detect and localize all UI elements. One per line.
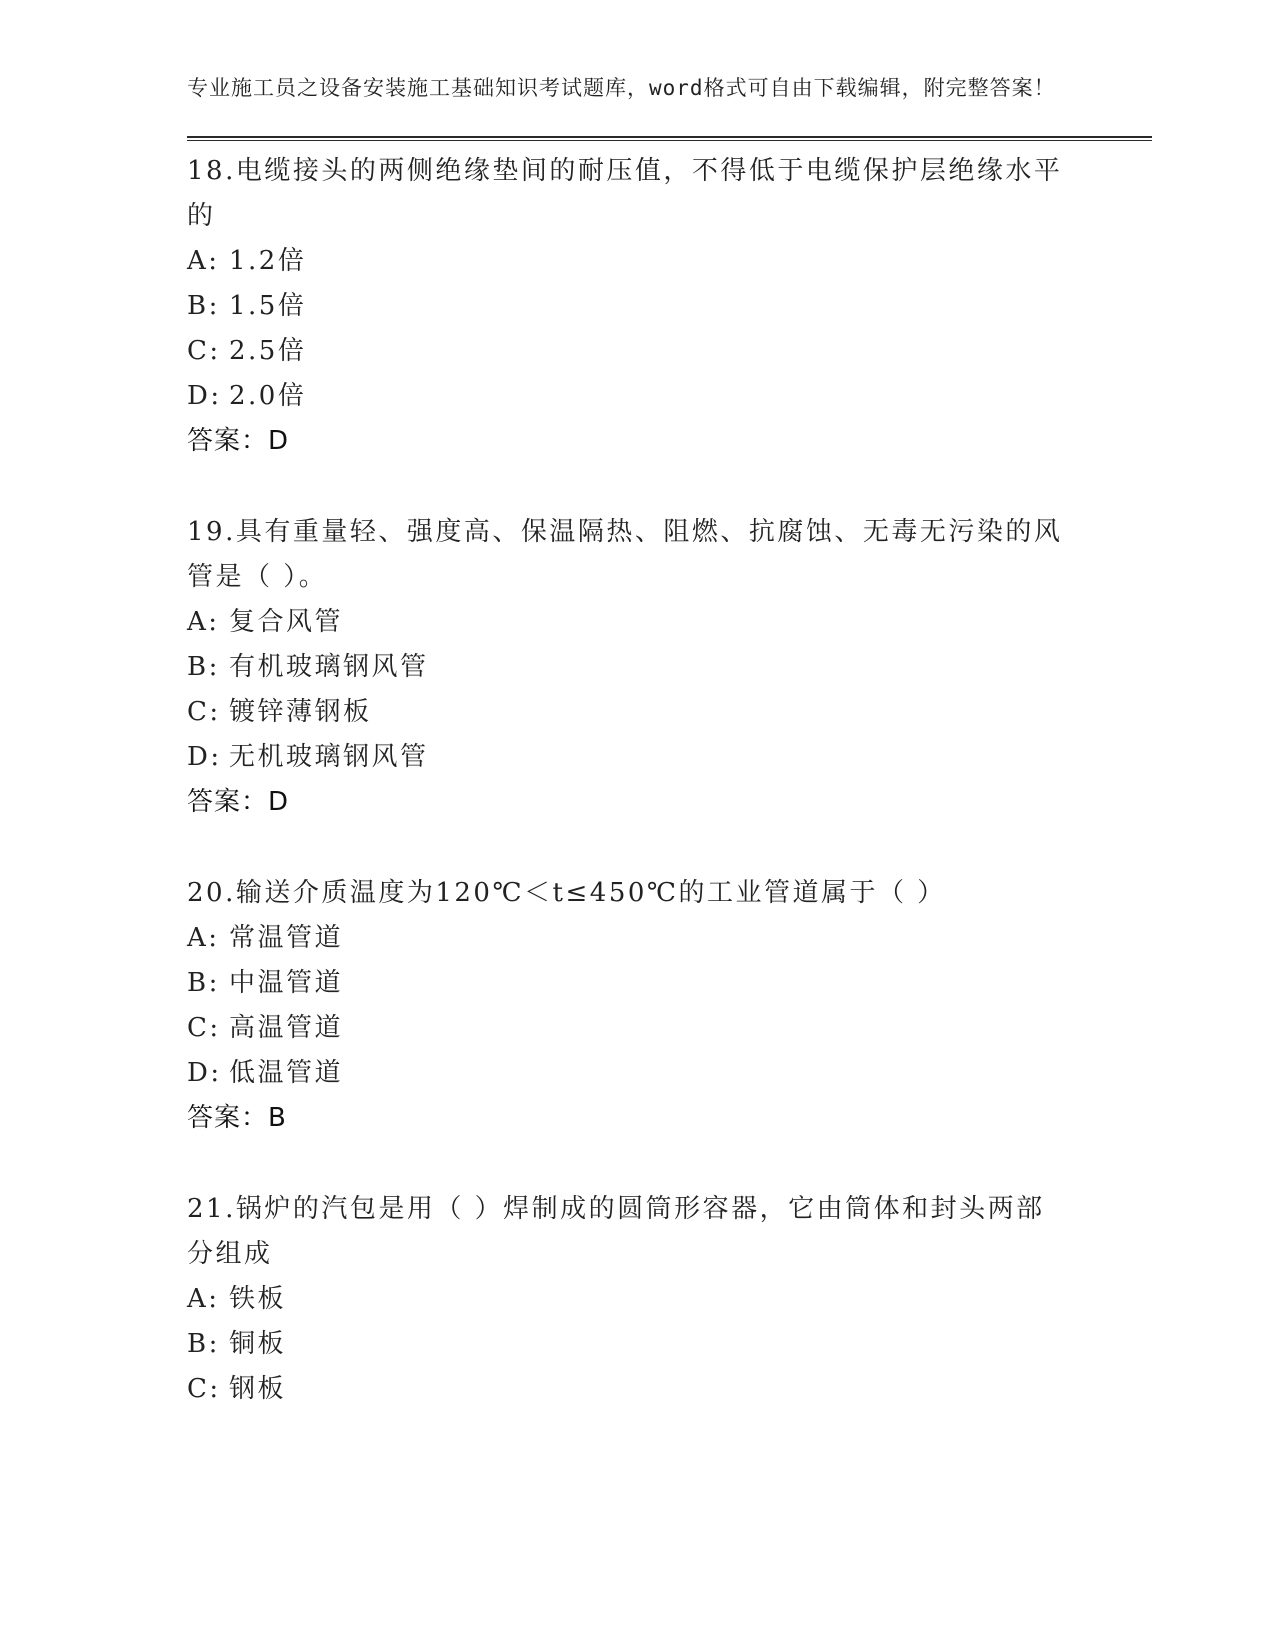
option-text: 复合风管 <box>229 607 344 637</box>
question-stem: 18.电缆接头的两侧绝缘垫间的耐压值，不得低于电缆保护层绝缘水平的 <box>187 156 1063 231</box>
option-key: C: <box>187 336 221 366</box>
question-stem: 21.锅炉的汽包是用（ ）焊制成的圆筒形容器，它由筒体和封头两部分组成 <box>187 1194 1045 1269</box>
option-c <box>187 1367 1152 1412</box>
option-text: 镀锌薄钢板 <box>229 697 372 727</box>
answer-line: 答案：D <box>187 787 290 817</box>
option-key: A: <box>187 923 220 953</box>
option-text: 高温管道 <box>229 1013 344 1043</box>
question-20 <box>187 871 1152 1141</box>
option-a <box>187 600 1152 645</box>
option-a <box>187 1277 1152 1322</box>
option-a <box>187 916 1152 961</box>
option-text: 2.0倍 <box>229 381 307 411</box>
option-c <box>187 690 1152 735</box>
option-key: C: <box>187 1013 221 1043</box>
option-key: A: <box>187 246 220 276</box>
option-key: D: <box>187 1058 222 1088</box>
option-key: D: <box>187 381 222 411</box>
question-list <box>187 149 1152 1412</box>
option-c <box>187 1006 1152 1051</box>
option-c <box>187 329 1152 374</box>
option-key: B: <box>187 652 220 682</box>
document-header: 专业施工员之设备安装施工基础知识考试题库，word格式可自由下载编辑，附完整答案！ <box>187 76 1056 100</box>
option-text: 常温管道 <box>229 923 344 953</box>
option-text: 钢板 <box>229 1374 287 1404</box>
option-b <box>187 1322 1152 1367</box>
option-text: 1.5倍 <box>229 291 307 321</box>
option-d <box>187 735 1152 780</box>
question-stem: 19.具有重量轻、强度高、保温隔热、阻燃、抗腐蚀、无毒无污染的风管是（ ）。 <box>187 517 1063 592</box>
question-19 <box>187 510 1152 825</box>
option-key: C: <box>187 697 221 727</box>
option-key: B: <box>187 968 220 998</box>
option-text: 2.5倍 <box>229 336 307 366</box>
option-a <box>187 239 1152 284</box>
option-text: 低温管道 <box>229 1058 344 1088</box>
question-21 <box>187 1187 1152 1412</box>
question-18 <box>187 149 1152 464</box>
option-text: 铜板 <box>229 1329 287 1359</box>
document-page <box>187 72 1152 1458</box>
answer-line: 答案：B <box>187 1103 287 1133</box>
option-text: 中温管道 <box>229 968 344 998</box>
option-key: A: <box>187 607 220 637</box>
option-key: A: <box>187 1284 220 1314</box>
option-key: B: <box>187 291 220 321</box>
option-b <box>187 645 1152 690</box>
option-b <box>187 961 1152 1006</box>
option-d <box>187 374 1152 419</box>
option-text: 1.2倍 <box>229 246 307 276</box>
option-b <box>187 284 1152 329</box>
option-text: 无机玻璃钢风管 <box>229 742 429 772</box>
header-divider <box>187 136 1152 141</box>
option-key: B: <box>187 1329 220 1359</box>
option-d <box>187 1051 1152 1096</box>
answer-line: 答案：D <box>187 426 290 456</box>
option-key: D: <box>187 742 222 772</box>
question-stem: 20.输送介质温度为120℃＜t≤450℃的工业管道属于（ ） <box>187 878 946 908</box>
option-text: 铁板 <box>229 1284 287 1314</box>
option-key: C: <box>187 1374 221 1404</box>
option-text: 有机玻璃钢风管 <box>229 652 429 682</box>
